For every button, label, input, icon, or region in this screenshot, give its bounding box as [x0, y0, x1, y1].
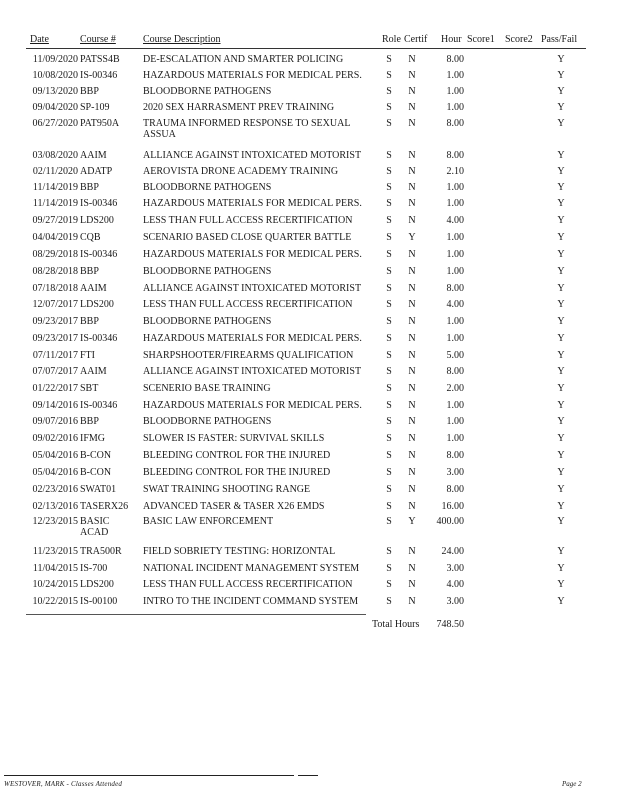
cell-certif: N: [408, 249, 416, 260]
cell-course-number: IS-00346: [80, 249, 118, 260]
cell-certif: N: [408, 546, 416, 557]
cell-certif: N: [408, 118, 416, 129]
cell-role: S: [386, 433, 392, 444]
cell-pass-fail: Y: [557, 283, 565, 294]
cell-role: S: [386, 563, 392, 574]
cell-pass-fail: Y: [557, 232, 565, 243]
cell-role: S: [386, 166, 392, 177]
cell-date: 07/11/2017: [32, 350, 78, 361]
cell-date: 12/07/2017: [32, 299, 78, 310]
cell-date: 09/07/2016: [32, 416, 78, 427]
cell-course-description: SLOWER IS FASTER: SURVIVAL SKILLS: [143, 433, 325, 444]
cell-role: S: [386, 350, 392, 361]
cell-pass-fail: Y: [557, 102, 565, 113]
table-end-rule: [26, 614, 366, 615]
cell-course-description: LESS THAN FULL ACCESS RECERTIFICATION: [143, 215, 353, 226]
cell-date: 10/08/2020: [32, 70, 78, 81]
cell-hour: 1.00: [446, 433, 464, 444]
cell-role: S: [386, 546, 392, 557]
cell-date: 09/13/2020: [32, 86, 78, 97]
cell-course-description: ALLIANCE AGAINST INTOXICATED MOTORIST: [143, 150, 362, 161]
cell-role: S: [386, 467, 392, 478]
cell-pass-fail: Y: [557, 433, 565, 444]
cell-pass-fail: Y: [557, 416, 565, 427]
cell-hour: 1.00: [446, 182, 464, 193]
cell-course-description: BLOODBORNE PATHOGENS: [143, 86, 272, 97]
cell-course-number: BBP: [80, 416, 99, 427]
cell-hour: 4.00: [446, 215, 464, 226]
cell-hour: 2.10: [446, 166, 464, 177]
cell-pass-fail: Y: [557, 266, 565, 277]
cell-pass-fail: Y: [557, 546, 565, 557]
total-hours-value: 748.50: [436, 619, 464, 630]
cell-course-number: SWAT01: [80, 484, 117, 495]
cell-pass-fail: Y: [557, 579, 565, 590]
cell-hour: 1.00: [446, 333, 464, 344]
cell-course-number: SBT: [80, 383, 99, 394]
cell-date: 06/27/2020: [32, 118, 78, 129]
cell-course-description: LESS THAN FULL ACCESS RECERTIFICATION: [143, 299, 353, 310]
cell-date: 07/07/2017: [32, 366, 78, 377]
cell-hour: 16.00: [441, 501, 464, 512]
cell-course-number: IS-700: [80, 563, 108, 574]
cell-hour: 1.00: [446, 316, 464, 327]
cell-certif: N: [408, 433, 416, 444]
cell-pass-fail: Y: [557, 366, 565, 377]
cell-date: 02/23/2016: [32, 484, 78, 495]
cell-date: 11/04/2015: [32, 563, 78, 574]
cell-date: 01/22/2017: [32, 383, 78, 394]
cell-pass-fail: Y: [557, 299, 565, 310]
cell-course-description: BLEEDING CONTROL FOR THE INJURED: [143, 450, 331, 461]
cell-hour: 8.00: [446, 283, 464, 294]
cell-hour: 5.00: [446, 350, 464, 361]
cell-certif: N: [408, 102, 416, 113]
cell-pass-fail: Y: [557, 333, 565, 344]
cell-course-description: HAZARDOUS MATERIALS FOR MEDICAL PERS.: [143, 70, 362, 81]
cell-course-number: B-CON: [80, 467, 112, 478]
cell-course-number: IS-00346: [80, 70, 118, 81]
cell-course-description: BLOODBORNE PATHOGENS: [143, 316, 272, 327]
cell-course-description: ALLIANCE AGAINST INTOXICATED MOTORIST: [143, 366, 362, 377]
cell-course-number: BBP: [80, 316, 99, 327]
cell-certif: N: [408, 467, 416, 478]
cell-course-number: BBP: [80, 86, 99, 97]
cell-course-description: AEROVISTA DRONE ACADEMY TRAINING: [143, 166, 339, 177]
cell-hour: 1.00: [446, 400, 464, 411]
cell-hour: 1.00: [446, 70, 464, 81]
cell-course-number: AAIM: [80, 150, 107, 161]
cell-hour: 8.00: [446, 118, 464, 129]
cell-date: 05/04/2016: [32, 467, 78, 478]
cell-certif: N: [408, 579, 416, 590]
cell-certif: N: [408, 86, 416, 97]
cell-date: 11/09/2020: [32, 54, 78, 65]
header-rule: [26, 48, 586, 49]
cell-course-number: FTI: [80, 350, 95, 361]
cell-course-number: CQB: [80, 232, 101, 243]
cell-course-description: BLOODBORNE PATHOGENS: [143, 416, 272, 427]
cell-role: S: [386, 249, 392, 260]
cell-course-number: IS-00346: [80, 400, 118, 411]
cell-role: S: [386, 70, 392, 81]
cell-role: S: [386, 150, 392, 161]
cell-role: S: [386, 416, 392, 427]
cell-role: S: [386, 596, 392, 607]
cell-pass-fail: Y: [557, 54, 565, 65]
cell-course-description: LESS THAN FULL ACCESS RECERTIFICATION: [143, 579, 353, 590]
footer-rule-left: [4, 775, 294, 776]
footer-rule-short: [298, 775, 318, 776]
cell-role: S: [386, 118, 392, 129]
total-hours-label: Total Hours: [372, 619, 420, 630]
cell-course-description: NATIONAL INCIDENT MANAGEMENT SYSTEM: [143, 563, 360, 574]
cell-course-number: LDS200: [80, 215, 114, 226]
header-role: Role: [382, 34, 401, 45]
cell-pass-fail: Y: [557, 383, 565, 394]
cell-date: 04/04/2019: [32, 232, 78, 243]
cell-certif: N: [408, 484, 416, 495]
cell-hour: 400.00: [436, 516, 464, 527]
cell-course-number: IS-00346: [80, 333, 118, 344]
cell-course-number: SP-109: [80, 102, 110, 113]
cell-date: 11/14/2019: [32, 198, 78, 209]
cell-course-number: PAT950A: [80, 118, 120, 129]
cell-course-number: BBP: [80, 266, 99, 277]
cell-hour: 4.00: [446, 579, 464, 590]
cell-hour: 8.00: [446, 484, 464, 495]
cell-role: S: [386, 54, 392, 65]
cell-course-number: LDS200: [80, 299, 114, 310]
cell-certif: N: [408, 333, 416, 344]
cell-role: S: [386, 579, 392, 590]
cell-pass-fail: Y: [557, 215, 565, 226]
cell-date: 09/04/2020: [32, 102, 78, 113]
cell-hour: 24.00: [441, 546, 464, 557]
cell-hour: 1.00: [446, 232, 464, 243]
cell-certif: N: [408, 501, 416, 512]
cell-course-number: AAIM: [80, 283, 107, 294]
cell-pass-fail: Y: [557, 86, 565, 97]
cell-hour: 8.00: [446, 366, 464, 377]
cell-hour: 3.00: [446, 563, 464, 574]
cell-pass-fail: Y: [557, 118, 565, 129]
cell-role: S: [386, 450, 392, 461]
cell-certif: N: [408, 70, 416, 81]
cell-course-description: INTRO TO THE INCIDENT COMMAND SYSTEM: [143, 596, 359, 607]
cell-course-description: SWAT TRAINING SHOOTING RANGE: [143, 484, 311, 495]
cell-certif: N: [408, 450, 416, 461]
cell-course-description: SCENARIO BASED CLOSE QUARTER BATTLE: [143, 232, 352, 243]
cell-certif: Y: [408, 232, 416, 243]
cell-date: 08/28/2018: [32, 266, 78, 277]
cell-course-number: BASIC ACAD: [80, 516, 110, 538]
cell-pass-fail: Y: [557, 596, 565, 607]
cell-course-number: PATSS4B: [80, 54, 120, 65]
cell-certif: N: [408, 215, 416, 226]
header-date: Date: [30, 34, 49, 45]
cell-course-number: BBP: [80, 182, 99, 193]
header-hour: Hour: [441, 34, 462, 45]
cell-hour: 8.00: [446, 54, 464, 65]
cell-certif: N: [408, 383, 416, 394]
cell-course-number: TRA500R: [80, 546, 122, 557]
cell-hour: 1.00: [446, 249, 464, 260]
cell-course-description: ALLIANCE AGAINST INTOXICATED MOTORIST: [143, 283, 362, 294]
cell-course-number: AAIM: [80, 366, 107, 377]
footer-page-number: Page 2: [562, 780, 582, 788]
cell-course-description: HAZARDOUS MATERIALS FOR MEDICAL PERS.: [143, 249, 362, 260]
cell-role: S: [386, 215, 392, 226]
cell-course-number: B-CON: [80, 450, 112, 461]
cell-certif: N: [408, 350, 416, 361]
cell-course-description: SHARPSHOOTER/FIREARMS QUALIFICATION: [143, 350, 354, 361]
cell-course-number: LDS200: [80, 579, 114, 590]
cell-role: S: [386, 232, 392, 243]
cell-course-number: IS-00346: [80, 198, 118, 209]
cell-role: S: [386, 333, 392, 344]
cell-date: 11/14/2019: [32, 182, 78, 193]
cell-pass-fail: Y: [557, 450, 565, 461]
cell-certif: N: [408, 366, 416, 377]
cell-course-description: BLOODBORNE PATHOGENS: [143, 182, 272, 193]
cell-date: 09/14/2016: [32, 400, 78, 411]
cell-hour: 3.00: [446, 596, 464, 607]
cell-course-description: SCENERIO BASE TRAINING: [143, 383, 271, 394]
cell-pass-fail: Y: [557, 400, 565, 411]
cell-hour: 1.00: [446, 266, 464, 277]
header-course-number: Course #: [80, 34, 116, 45]
cell-role: S: [386, 182, 392, 193]
cell-certif: N: [408, 596, 416, 607]
cell-pass-fail: Y: [557, 467, 565, 478]
cell-course-description: HAZARDOUS MATERIALS FOR MEDICAL PERS.: [143, 400, 362, 411]
cell-role: S: [386, 501, 392, 512]
cell-certif: N: [408, 283, 416, 294]
cell-hour: 1.00: [446, 86, 464, 97]
cell-date: 02/13/2016: [32, 501, 78, 512]
header-score2: Score2: [505, 34, 533, 45]
cell-pass-fail: Y: [557, 484, 565, 495]
cell-pass-fail: Y: [557, 150, 565, 161]
cell-course-description: HAZARDOUS MATERIALS FOR MEDICAL PERS.: [143, 333, 362, 344]
cell-certif: N: [408, 400, 416, 411]
cell-certif: N: [408, 416, 416, 427]
cell-hour: 8.00: [446, 450, 464, 461]
cell-role: S: [386, 299, 392, 310]
cell-course-description: DE-ESCALATION AND SMARTER POLICING: [143, 54, 344, 65]
cell-certif: N: [408, 166, 416, 177]
cell-role: S: [386, 86, 392, 97]
header-certif: Certif: [404, 34, 428, 45]
cell-course-description: FIELD SOBRIETY TESTING: HORIZONTAL: [143, 546, 336, 557]
cell-certif: N: [408, 54, 416, 65]
cell-date: 08/29/2018: [32, 249, 78, 260]
cell-pass-fail: Y: [557, 316, 565, 327]
cell-role: S: [386, 198, 392, 209]
cell-date: 09/02/2016: [32, 433, 78, 444]
cell-course-description: 2020 SEX HARRASMENT PREV TRAINING: [143, 102, 335, 113]
cell-course-description: BLEEDING CONTROL FOR THE INJURED: [143, 467, 331, 478]
cell-role: S: [386, 383, 392, 394]
cell-certif: N: [408, 563, 416, 574]
cell-date: 09/27/2019: [32, 215, 78, 226]
cell-certif: N: [408, 150, 416, 161]
cell-hour: 8.00: [446, 150, 464, 161]
cell-certif: N: [408, 316, 416, 327]
cell-hour: 1.00: [446, 102, 464, 113]
cell-certif: Y: [408, 516, 416, 527]
cell-pass-fail: Y: [557, 563, 565, 574]
cell-date: 02/11/2020: [32, 166, 78, 177]
cell-date: 03/08/2020: [32, 150, 78, 161]
cell-pass-fail: Y: [557, 249, 565, 260]
cell-role: S: [386, 316, 392, 327]
cell-date: 09/23/2017: [32, 333, 78, 344]
cell-pass-fail: Y: [557, 182, 565, 193]
cell-date: 10/24/2015: [32, 579, 78, 590]
cell-date: 05/04/2016: [32, 450, 78, 461]
cell-date: 11/23/2015: [32, 546, 78, 557]
cell-role: S: [386, 484, 392, 495]
header-score1: Score1: [467, 34, 495, 45]
cell-role: S: [386, 283, 392, 294]
cell-hour: 3.00: [446, 467, 464, 478]
cell-certif: N: [408, 299, 416, 310]
cell-pass-fail: Y: [557, 70, 565, 81]
cell-date: 07/18/2018: [32, 283, 78, 294]
cell-date: 09/23/2017: [32, 316, 78, 327]
cell-hour: 4.00: [446, 299, 464, 310]
cell-certif: N: [408, 198, 416, 209]
cell-course-description: ADVANCED TASER & TASER X26 EMDS: [143, 501, 325, 512]
cell-hour: 1.00: [446, 416, 464, 427]
cell-certif: N: [408, 266, 416, 277]
cell-date: 12/23/2015: [32, 516, 78, 527]
cell-role: S: [386, 516, 392, 527]
cell-pass-fail: Y: [557, 501, 565, 512]
cell-pass-fail: Y: [557, 198, 565, 209]
cell-course-number: IFMG: [80, 433, 106, 444]
cell-pass-fail: Y: [557, 166, 565, 177]
cell-role: S: [386, 400, 392, 411]
cell-role: S: [386, 366, 392, 377]
header-pass-fail: Pass/Fail: [541, 34, 578, 45]
cell-course-number: TASERX26: [80, 501, 129, 512]
cell-course-number: ADATP: [80, 166, 113, 177]
cell-course-description: HAZARDOUS MATERIALS FOR MEDICAL PERS.: [143, 198, 362, 209]
cell-hour: 2.00: [446, 383, 464, 394]
cell-pass-fail: Y: [557, 516, 565, 527]
cell-course-description: TRAUMA INFORMED RESPONSE TO SEXUAL ASSUA: [143, 118, 351, 140]
cell-role: S: [386, 102, 392, 113]
header-course-description: Course Description: [143, 34, 221, 45]
cell-course-number: IS-00100: [80, 596, 118, 607]
cell-course-description: BLOODBORNE PATHOGENS: [143, 266, 272, 277]
cell-date: 10/22/2015: [32, 596, 78, 607]
cell-certif: N: [408, 182, 416, 193]
cell-role: S: [386, 266, 392, 277]
footer-name: WESTOVER, MARK - Classes Attended: [4, 780, 123, 788]
cell-pass-fail: Y: [557, 350, 565, 361]
cell-course-description: BASIC LAW ENFORCEMENT: [143, 516, 274, 527]
cell-hour: 1.00: [446, 198, 464, 209]
